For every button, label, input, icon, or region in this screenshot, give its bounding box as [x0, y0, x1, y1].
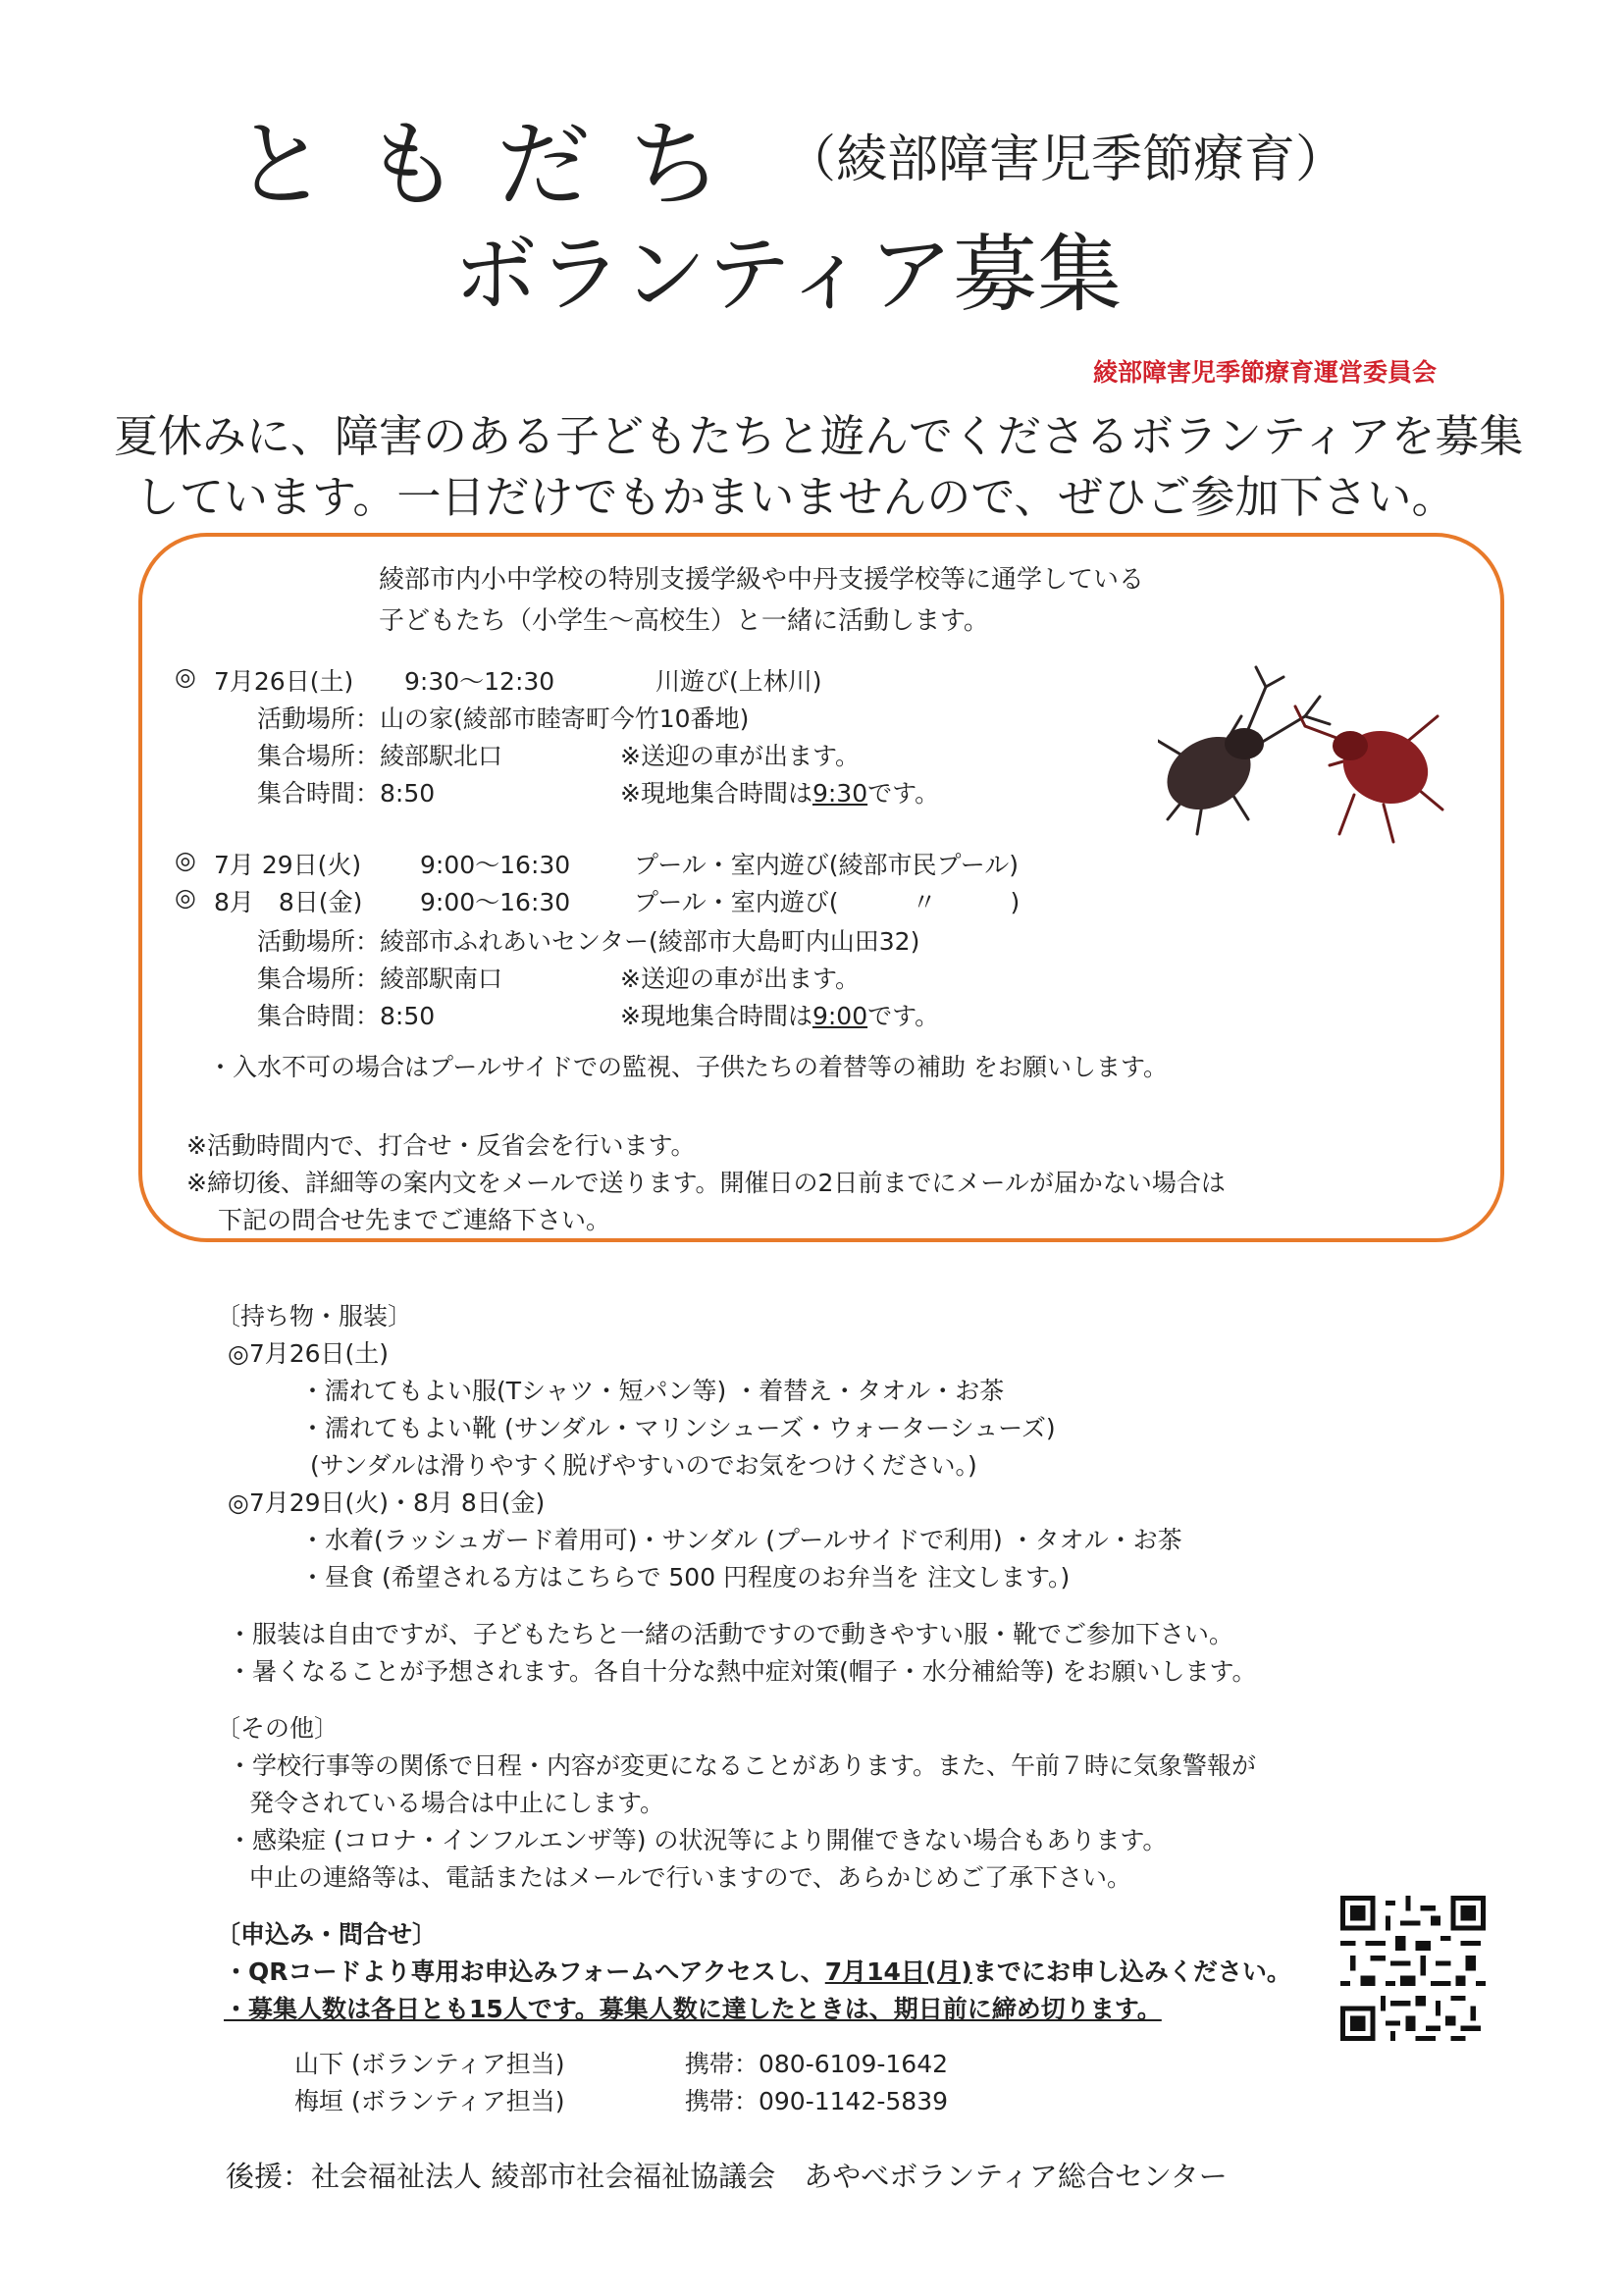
- event1-place: 活動場所：山の家(綾部市睦寄町今竹10番地): [257, 704, 750, 733]
- belongings-general-1: ・服装は自由ですが、子どもたちと一緒の活動ですので動きやすい服・靴でご参加下さい。: [228, 1620, 1234, 1648]
- belongings-general-2: ・暑くなることが予想されます。各自十分な熱中症対策(帽子・水分補給等) をお願いします。: [228, 1657, 1257, 1686]
- event2-time-a: 9:00～16:30: [420, 851, 571, 879]
- event2-place: 活動場所：綾部市ふれあいセンター(綾部市大島町内山田32): [257, 927, 920, 956]
- intro-line-2: 子どもたち（小学生～高校生）と一緒に活動します。: [379, 606, 989, 636]
- contact-2-name: 梅垣 (ボランティア担当): [294, 2087, 565, 2115]
- contact-1-phone: 携帯：080-6109-1642: [685, 2050, 949, 2078]
- belongings-day1: ◎7月26日(土): [228, 1339, 390, 1368]
- headline: ボランティア募集: [453, 226, 1123, 324]
- event1-site-time: ※現地集合時間は9:30です。: [620, 779, 940, 808]
- event2-date-a: 7月 29日(火): [214, 851, 362, 879]
- belongings-day2-item-2: ・昼食 (希望される方はこちらで 500 円程度のお弁当を 注文します。): [300, 1563, 1071, 1592]
- event1-meet-time: 集合時間：8:50: [257, 779, 436, 808]
- event2-meet-place: 集合場所：綾部駅南口: [257, 965, 503, 993]
- event1-time: 9:30～12:30: [404, 667, 555, 696]
- event1-date: 7月26日(土): [214, 667, 354, 696]
- box-note-2b: 下記の問合せ先までご連絡下さい。: [218, 1206, 611, 1234]
- box-note-1: ※活動時間内で、打合せ・反省会を行います。: [186, 1131, 696, 1160]
- other-line-3: ・感染症 (コロナ・インフルエンザ等) の状況等により開催できない場合もあります。: [228, 1826, 1168, 1854]
- belongings-day2-item-1: ・水着(ラッシュガード着用可)・サンダル (プールサイドで利用) ・タオル・お茶: [300, 1526, 1182, 1554]
- apply-line-2: ・募集人数は各日とも15人です。募集人数に達したときは、期日前に締め切ります。: [224, 1995, 1162, 2023]
- event2-time-b: 9:00～16:30: [420, 888, 571, 916]
- belongings-day1-item-1: ・濡れてもよい服(Tシャツ・短パン等) ・着替え・タオル・お茶: [300, 1377, 1005, 1405]
- lead-line-1: 夏休みに、障害のある子どもたちと遊んでくださるボランティアを募集: [114, 410, 1524, 462]
- event2-meet-time: 集合時間：8:50: [257, 1002, 436, 1030]
- event2-mark-b: ◎: [175, 883, 196, 912]
- other-heading: 〔その他〕: [216, 1714, 340, 1743]
- beetles-illustration: [1158, 648, 1452, 854]
- belongings-day1-item-2: ・濡れてもよい靴 (サンダル・マリンシューズ・ウォーターシューズ): [300, 1414, 1056, 1442]
- intro-line-1: 綾部市内小中学校の特別支援学級や中丹支援学校等に通学している: [379, 565, 1145, 595]
- contact-1-name: 山下 (ボランティア担当): [294, 2050, 565, 2078]
- event2-date-b: 8月 8日(金): [214, 888, 363, 916]
- event1-mark: ◎: [175, 662, 196, 691]
- other-line-2: 発令されている場合は中止にします。: [249, 1789, 665, 1817]
- contact-2-phone: 携帯：090-1142-5839: [685, 2087, 949, 2115]
- belongings-day1-item-3: (サンダルは滑りやすく脱げやすいのでお気をつけください。): [310, 1451, 977, 1480]
- organizer: 綾部障害児季節療育運営委員会: [1093, 358, 1438, 387]
- page-title: ともだち: [234, 110, 759, 220]
- other-line-1: ・学校行事等の関係で日程・内容が変更になることがあります。また、午前７時に気象警報が: [228, 1751, 1257, 1780]
- support-line: 後援：社会福祉法人 綾部市社会福祉協議会 あやべボランティア総合センター: [226, 2160, 1228, 2193]
- event2-car-note: ※送迎の車が出ます。: [620, 965, 860, 993]
- page-subtitle: （綾部障害児季節療育）: [785, 130, 1347, 189]
- apply-heading: 〔申込み・問合せ〕: [216, 1920, 438, 1949]
- box-note-2a: ※締切後、詳細等の案内文をメールで送ります。開催日の2日前までにメールが届かない場合は: [186, 1169, 1226, 1197]
- event2-mark-a: ◎: [175, 846, 196, 874]
- apply-line-1: ・QRコードより専用お申込みフォームへアクセスし、7月14日(月)までにお申し込みください。: [224, 1957, 1291, 1986]
- event1-activity: 川遊び(上林川): [655, 667, 822, 696]
- belongings-heading: 〔持ち物・服装〕: [216, 1302, 413, 1331]
- event2-activity-a: プール・室内遊び(綾部市民プール): [634, 851, 1020, 879]
- event1-meet-place: 集合場所：綾部駅北口: [257, 742, 503, 770]
- event1-car-note: ※送迎の車が出ます。: [620, 742, 860, 770]
- lead-line-2: しています。一日だけでもかまいませんので、ぜひご参加下さい。: [135, 471, 1456, 523]
- event2-activity-b: プール・室内遊び( 〃 ): [634, 888, 1021, 916]
- qr-code[interactable]: [1340, 1896, 1486, 2041]
- event2-site-time: ※現地集合時間は9:00です。: [620, 1002, 940, 1030]
- other-line-4: 中止の連絡等は、電話またはメールで行いますので、あらかじめご了承下さい。: [249, 1863, 1132, 1892]
- belongings-day2: ◎7月29日(火)・8月 8日(金): [228, 1488, 546, 1517]
- pool-note: ・入水不可の場合はプールサイドでの監視、子供たちの着替等の補助 をお願いします。: [208, 1053, 1168, 1081]
